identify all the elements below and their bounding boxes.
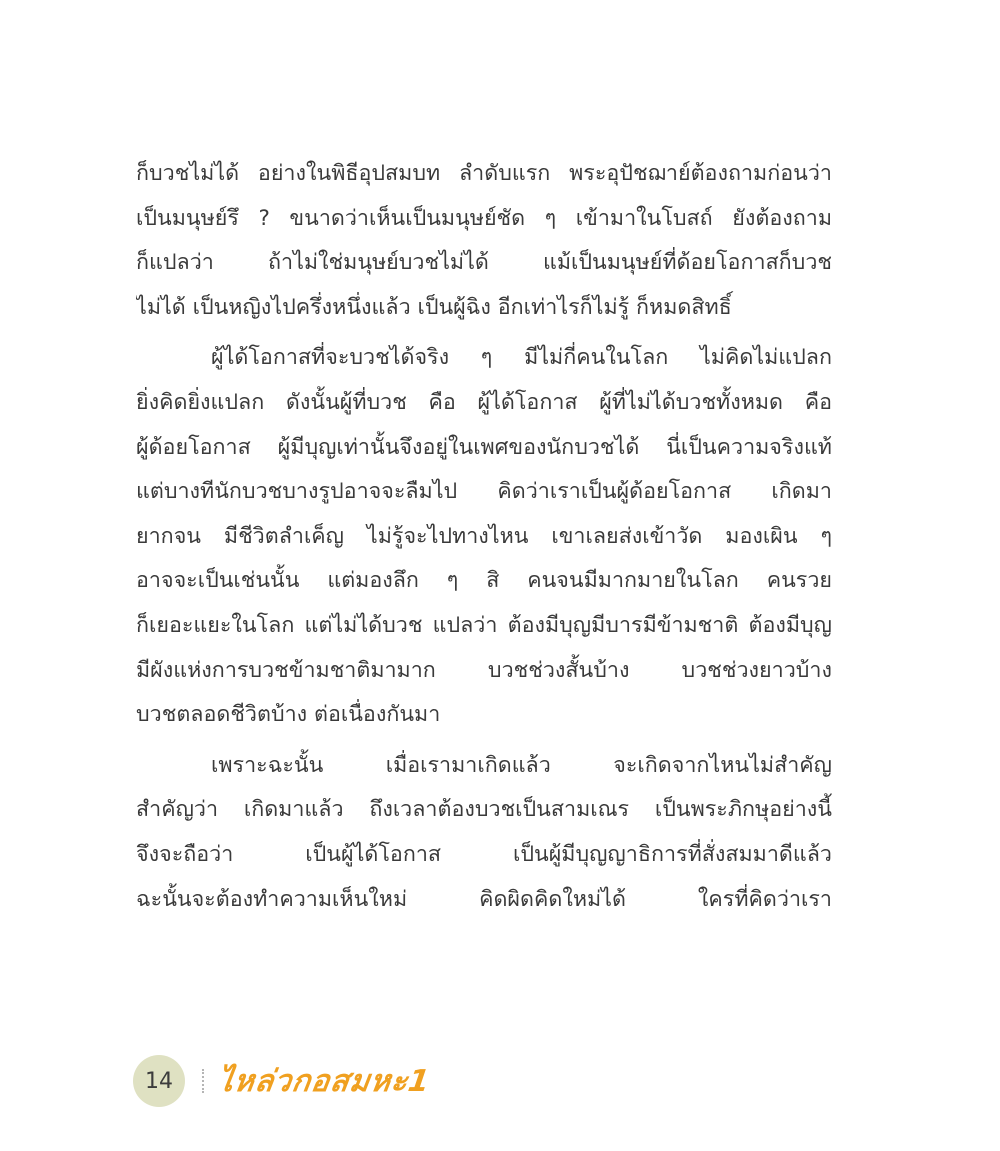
text-line: ผู้ได้โอกาสที่จะบวชได้จริง ๆ มีไม่กี่คนในโลก ไม่คิดไม่แปลก	[211, 345, 832, 371]
paragraph	[136, 336, 832, 737]
book-title: ไหล่วกอสมหะ1	[215, 1063, 433, 1099]
text-line: จึงจะถือว่า เป็นผู้ได้โอกาส เป็นผู้มีบุญญาธิการที่สั่งสมมาดีแล้ว	[136, 841, 832, 867]
page-number-badge	[133, 1055, 185, 1107]
text-line: ยิ่งคิดยิ่งแปลก ดังนั้นผู้ที่บวช คือ ผู้ได้โอกาส ผู้ที่ไม่ได้บวชทั้งหมด คือ	[136, 389, 832, 415]
text-line: ผู้ด้อยโอกาส ผู้มีบุญเท่านั้นจึงอยู่ในเพศของนักบวชได้ นี่เป็นความจริงแท้	[136, 434, 832, 460]
text-line: ฉะนั้นจะต้องทำความเห็นใหม่ คิดผิดคิดใหม่ได้ ใครที่คิดว่าเรา	[136, 886, 832, 912]
text-line: แต่บางทีนักบวชบางรูปอาจจะลืมไป คิดว่าเราเป็นผู้ด้อยโอกาส เกิดมา	[136, 479, 832, 505]
text-line: เป็นมนุษย์รึ ? ขนาดว่าเห็นเป็นมนุษย์ชัด ๆ เข้ามาในโบสถ์ ยังต้องถาม	[136, 205, 832, 231]
text-line: บวชตลอดชีวิตบ้าง ต่อเนื่องกันมา	[136, 702, 441, 728]
text-line: ก็บวชไม่ได้ อย่างในพิธีอุปสมบท ลำดับแรก พระอุปัชฌาย์ต้องถามก่อนว่า	[136, 161, 832, 186]
text-line: ไม่ได้ เป็นหญิงไปครึ่งหนึ่งแล้ว เป็นผู้ฉิง อีกเท่าไรก็ไม่รู้ ก็หมดสิทธิ์	[136, 294, 732, 320]
page-footer	[133, 1055, 433, 1107]
footer-divider	[202, 1069, 204, 1093]
page-number: 14	[145, 1068, 173, 1094]
text-line: มีผังแห่งการบวชข้ามชาติมามาก บวชช่วงสั้นบ้าง บวชช่วงยาวบ้าง	[136, 657, 832, 683]
paragraph	[136, 744, 832, 922]
text-line: สำคัญว่า เกิดมาแล้ว ถึงเวลาต้องบวชเป็นสามเณร เป็นพระภิกษุอย่างนี้	[136, 797, 832, 823]
text-line: ก็เยอะแยะในโลก แต่ไม่ได้บวช แปลว่า ต้องมีบุญมีบารมีข้ามชาติ ต้องมีบุญ	[136, 612, 832, 638]
page-body	[136, 152, 832, 922]
paragraph	[136, 152, 832, 330]
text-line: อาจจะเป็นเช่นนั้น แต่มองลึก ๆ สิ คนจนมีมากมายในโลก คนรวย	[136, 568, 832, 594]
text-line: เพราะฉะนั้น เมื่อเรามาเกิดแล้ว จะเกิดจากไหนไม่สำคัญ	[211, 752, 832, 778]
text-line: ก็แปลว่า ถ้าไม่ใช่มนุษย์บวชไม่ได้ แม้เป็นมนุษย์ที่ด้อยโอกาสก็บวช	[136, 250, 832, 276]
text-line: ยากจน มีชีวิตลำเค็ญ ไม่รู้จะไปทางไหน เขาเลยส่งเข้าวัด มองเผิน ๆ	[136, 523, 832, 549]
